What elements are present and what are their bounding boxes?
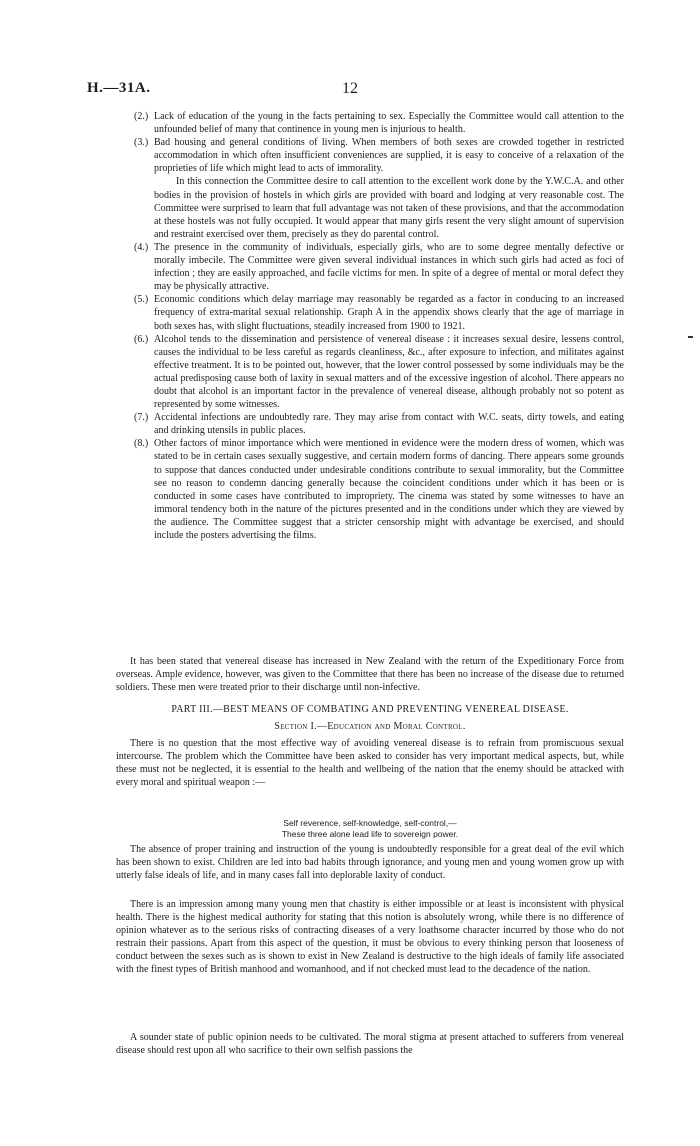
list-item-number: (2.) (134, 111, 149, 122)
list-item-number: (5.) (134, 294, 149, 306)
paragraph-returned-soldiers: It has been stated that venereal disease has increased in New Zealand with the return of the Expeditionary Force from overseas. Ample evidence, however, was given to the Committee that there has been no increase of the disease due to returned soldiers. These men were treated prior to their discharge until non-infective. (116, 656, 624, 694)
list-item (134, 110, 624, 136)
paragraph-training: The absence of proper training and instruction of the young is undoubtedly responsible for a great deal of the evil which has been shown to exist. Children are led into bad habits through ignorance, and young men and young women grow up with utterly false ideals of life, and in many cases fall into deplorable laxity of conduct. (116, 844, 624, 882)
paragraph-intro: There is no question that the most effective way of avoiding venereal disease is to refrain from promiscuous sexual intercourse. The problem which the Committee have been asked to consider has very important medical aspects, but, while these must not be neglected, it is essential to the health and wellbeing of the nation that the enemy should be attacked with every moral and spiritual weapon :— (116, 738, 624, 789)
list-item-text: Accidental infections are undoubtedly rare. They may arise from contact with W.C. seats, dirty towels, and eating and drinking utensils in public places. (154, 412, 624, 437)
list-item-number: (3.) (134, 137, 149, 149)
list-item (134, 241, 624, 293)
list-item (134, 333, 624, 412)
list-item-text: Alcohol tends to the dissemination and persistence of venereal disease : it increases sexual desire, lessens control, causes the individual to be less careful as regards cleanliness, &c., after exposure to infection, and militates against effective treatment. It is to be pointed out, however, that the lower control possessed by some individuals may be the actual predisposing cause both of laxity in sexual matters and of the excessive ingestion of alcohol. There appears no doubt that alcohol is an important factor in the prevalence of venereal disease, although probably not so potent as represented by some witnesses. (154, 333, 624, 411)
verse-line: Self reverence, self-knowledge, self-control,— (283, 818, 457, 828)
list-item-number: (8.) (134, 438, 149, 450)
verse-line: These three alone lead life to sovereign power. (281, 828, 459, 839)
document-reference: H.—31A. (87, 80, 151, 96)
part-heading: PART III.—BEST MEANS OF COMBATING AND PREVENTING VENEREAL DISEASE. (171, 704, 569, 715)
factor-list (134, 110, 624, 542)
verse-quote (116, 818, 624, 839)
list-item (134, 437, 624, 542)
list-item (134, 293, 624, 332)
list-item-text: Other factors of minor importance which were mentioned in evidence were the modern dress of women, which was stated to be in certain cases sexually suggestive, and certain modern forms of dancing. There appears some grounds to suppose that dances conducted under undesirable conditions contribute to sexual immorality, but the Committee see no reason to condemn dancing generally because the coincident conditions under which it has been or is conducted in some cases have contributed to impropriety. The cinema was stated by some witnesses to have an immoral tendency both in the nature of the pictures presented and in the conditions under which they are viewed by the audience. The Committee suggest that a stricter censorship might with advantage be exercised, and should include the posters advertising the films. (154, 438, 624, 541)
page-number: 12 (342, 80, 358, 97)
list-item-number: (6.) (134, 333, 149, 345)
list-item-text: The presence in the community of individuals, especially girls, who are to some degree mentally defective or morally imbecile. The Committee were given several individual instances in which such girls had acted as foci of infection ; they are easily approached, and facile victims for men. In spite of a degree of mental or moral defect they may be physically attractive. (154, 241, 624, 293)
list-item-continuation: In this connection the Committee desire to call attention to the excellent work done by the Y.W.C.A. and other bodies in the provision of hostels in which girls are provided with board and lodging at very reasonable cost. The Committee were surprised to learn that full advantage was not taken of these provisions, and that the accommodation at these hostels was not fully occupied. It would appear that many girls resent the very slight amount of supervision and restraint exercised over them, precisely as they do parental control. (154, 176, 624, 240)
list-item-text: Lack of education of the young in the facts pertaining to sex. Especially the Committee would call attention to the unfounded belief of many that continence in young men is injurious to health. (154, 111, 624, 136)
list-item-text: Bad housing and general conditions of living. When members of both sexes are crowded together in restricted accommodation in which often insufficient conveniences are supplied, it is easy to conceive of a relaxation of the proprieties of life which might lead to acts of immorality. (154, 137, 624, 175)
list-item-text: Economic conditions which delay marriage may reasonably be regarded as a factor in conducing to an increased frequency of extra-marital sexual relationship. Graph A in the appendix shows clearly that the age of marriage in both sexes has, with slight fluctuations, steadily increased from 1900 to 1921. (154, 294, 624, 332)
margin-mark (688, 336, 693, 338)
paragraph-chastity: There is an impression among many young men that chastity is either impossible or at least is inconsistent with physical health. There is the highest medical authority for stating that this notion is absolutely wrong, while there is no difference of opinion whatever as to the serious risks of contracting diseases of a very loathsome character incurred by those who do not restrain their passions. Apart from this aspect of the question, it must be obvious to every thinking person that looseness of conduct between the sexes such as is shown to exist in New Zealand is destructive to the high ideals of family life associated with the finest types of British manhood and womanhood, and if not checked must lead to the decadence of the nation. (116, 899, 624, 976)
list-item (134, 136, 624, 241)
paragraph-public-opinion: A sounder state of public opinion needs to be cultivated. The moral stigma at present attached to sufferers from venereal disease should rest upon all who sacrifice to their own selfish passions the (116, 1032, 624, 1057)
list-item-number: (4.) (134, 241, 149, 253)
section-heading: Section I.—Education and Moral Control. (274, 721, 466, 732)
list-item-number: (7.) (134, 412, 149, 424)
list-item (134, 411, 624, 437)
